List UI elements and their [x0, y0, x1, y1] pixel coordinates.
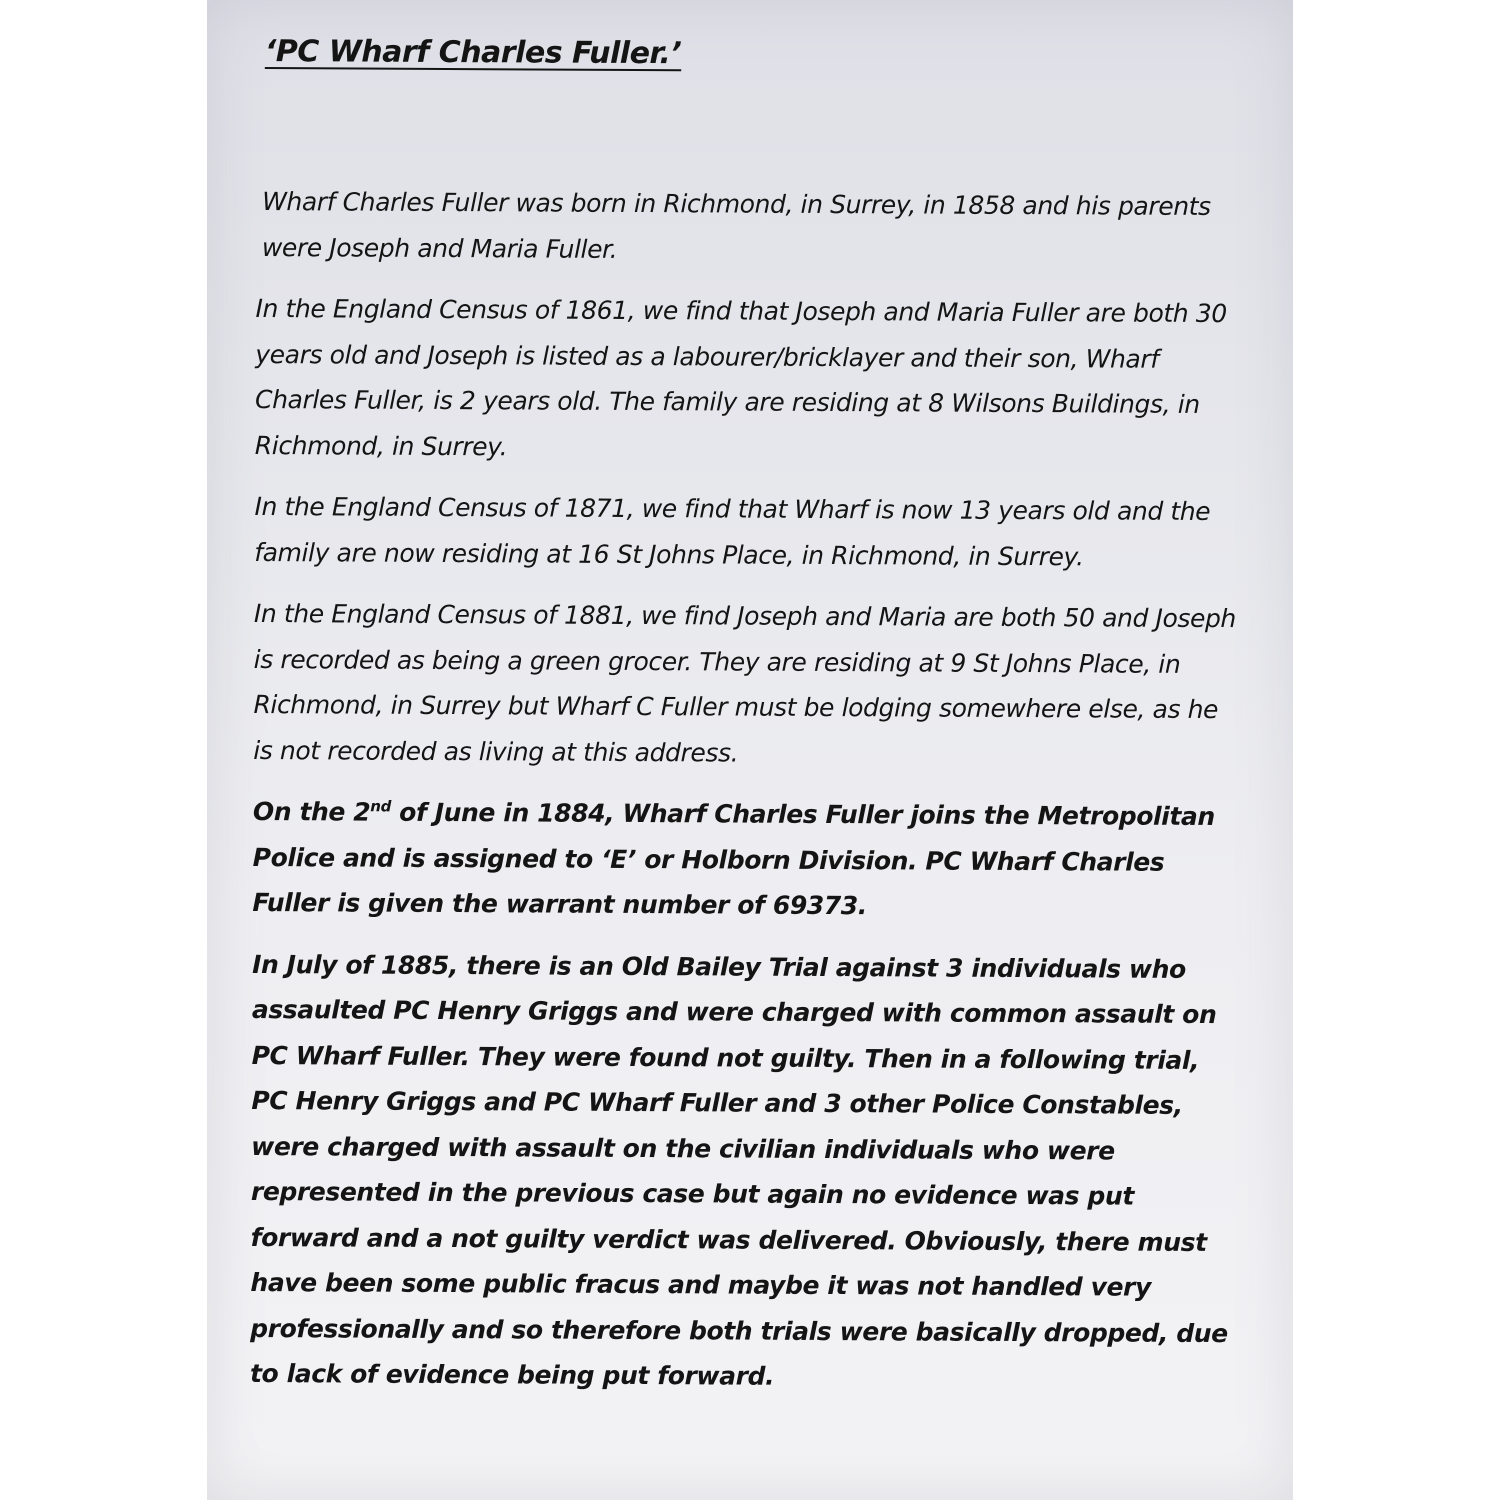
paragraph-birth: Wharf Charles Fuller was born in Richmond, in Surrey, in 1858 and his parents were Joseph and Maria Fuller. — [261, 187, 1211, 264]
paragraph-census-1881: In the England Census of 1881, we find Joseph and Maria are both 50 and Joseph is recorded as being a green grocer. They are residing at 9 St Johns Place, in Richmond, in Surrey but Wharf C Fuller must be lodging somewhere else, as he is not recorded as living at this address. — [253, 598, 1236, 768]
paragraph-old-bailey-trial: In July of 1885, there is an Old Bailey Trial against 3 individuals who assaulted PC Henry Griggs and were charged with common assault on PC Wharf Fuller. They were found not guilty. Then in a following trial, PC Henry Griggs and PC Wharf Fuller and 3 other Police Constables, were charged with assault on the civilian individuals who were represented in the previous case but again no evidence was put forward and a not guilty verdict was delivered. Obviously, there must have been some public fracus and maybe it was not handled very professionally and so therefore both trials were basically dropped, due to lack of evidence being put forward. — [249, 949, 1228, 1391]
paragraph-census-1871: In the England Census of 1871, we find that Wharf is now 13 years old and the family are now residing at 16 St Johns Place, in Richmond, in Surrey. — [254, 491, 1211, 571]
paragraph-census-1861: In the England Census of 1861, we find that Joseph and Maria Fuller are both 30 years old and Joseph is listed as a labourer/bricklayer and their son, Wharf Charles Fuller, is 2 years old. The family are residing at 8 Wilsons Buildings, in Richmond, in Surrey. — [254, 293, 1227, 461]
joins-text-after: of June in 1884, Wharf Charles Fuller joins the Metropolitan Police and is assigned to ‘E’ or Holborn Division. PC Wharf Charles Fuller is given the warrant number of 69373. — [252, 797, 1215, 921]
joins-text-before: On the 2 — [252, 796, 371, 827]
paragraph-joins-police — [252, 789, 1243, 931]
ordinal-superscript: nd — [370, 797, 391, 816]
document-title: ‘PC Wharf Charles Fuller.’ — [264, 34, 682, 72]
paper-sheet — [207, 0, 1293, 1500]
document-body — [250, 34, 1247, 1402]
